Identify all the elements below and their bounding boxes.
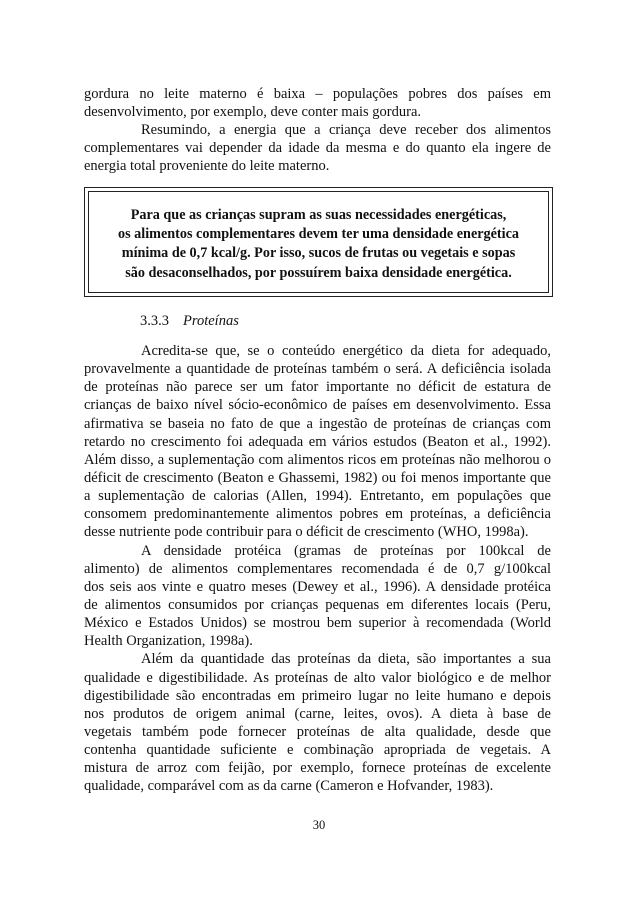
text-line: gordura no leite materno é baixa – populações pobres dos países em [84, 86, 551, 102]
text-line: consomem predominantemente alimentos pobres em proteínas, a deficiência [84, 506, 551, 523]
text-line: qualidade e digestibilidade. As proteínas de alto valor biológico e de melhor [84, 669, 551, 686]
text-line: Acredita-se que, se o conteúdo energético da dieta for adequado, [141, 343, 551, 359]
callout-line: mínima de 0,7 kcal/g. Por isso, sucos de frutas ou vegetais e sopas [121, 245, 516, 262]
text-line: México e Estados Unidos) se mostrou bem superior à recomendada (World [84, 615, 551, 632]
text-line: Além da quantidade das proteínas da dieta, são importantes a sua [141, 651, 551, 668]
text-line: energia total proveniente do leite materno. [84, 158, 330, 175]
text-line: Além disso, a suplementação com alimentos ricos em proteínas não melhorou o [84, 451, 551, 468]
section-number: 3.3.3 [140, 313, 169, 329]
text-line: de alimentos consumidos por crianças pequenas em diferentes locais (Peru, [84, 596, 551, 613]
callout-text [85, 206, 552, 283]
callout-line: são desaconselhados, por possuírem baixa densidade energética. [125, 264, 512, 281]
text-line: A densidade protéica (gramas de proteínas por 100kcal de [141, 542, 551, 559]
text-line: complementares vai depender da idade da mesma e do quanto ela ingere de [84, 140, 551, 157]
text-line: de proteínas não parece ser um fator importante no déficit de estatura de [84, 379, 551, 396]
text-line: provavelmente a quantidade de proteínas também o será. A deficiência isolada [84, 361, 551, 378]
text-line: mistura de arroz com feijão, por exemplo, fornece proteínas de excelente [84, 760, 551, 777]
text-line: qualidade, comparável com as da carne (Cameron e Hofvander, 1983). [84, 778, 494, 795]
callout-line: os alimentos complementares devem ter uma densidade energética [118, 226, 519, 243]
text-line: dos seis aos vinte e quatro meses (Dewey et al., 1996). A densidade protéica [84, 578, 551, 595]
text-line: vegetais também pode fornecer proteínas de alta qualidade, desde que [84, 723, 551, 740]
text-line: crianças de baixo nível sócio-econômico de países em desenvolvimento. Essa [84, 397, 551, 414]
page-number: 30 [312, 818, 326, 832]
text-line: alimento) de alimentos complementares recomendada é de 0,7 g/100kcal [84, 560, 551, 577]
text-line: afirmativa se baseia no fato de que a ingestão de proteínas de crianças com [84, 415, 551, 432]
callout-line: Para que as crianças supram as suas necessidades energéticas, [130, 207, 507, 223]
text-line: digestibilidade são encontradas em primeiro lugar no leite humano e depois [84, 687, 551, 704]
text-line: nos produtos de origem animal (carne, leites, ovos). A dieta à base de [84, 705, 551, 722]
section-title: Proteínas [183, 313, 239, 329]
body-text [84, 342, 551, 796]
text-line: contenha quantidade suficiente e combinação apropriada de vegetais. A [84, 742, 551, 759]
text-line: déficit de crescimento (Beaton e Ghassemi, 1982) ou foi menos importante que [84, 469, 551, 486]
section-heading [140, 313, 239, 330]
text-line: a suplementação de calorias (Allen, 1994). Entretanto, em populações que [84, 488, 551, 505]
text-line: desenvolvimento, por exemplo, deve conter mais gordura. [84, 104, 422, 121]
callout-box [84, 187, 553, 297]
text-line: desse nutriente pode contribuir para o déficit de crescimento (WHO, 1998a). [84, 524, 529, 541]
top-paragraph [84, 85, 551, 175]
text-line: retardo no crescimento foi adequada em vários estudos (Beaton et al., 1992). [84, 433, 551, 450]
text-line: Resumindo, a energia que a criança deve receber dos alimentos [141, 122, 551, 139]
text-line: Health Organization, 1998a). [84, 633, 253, 650]
